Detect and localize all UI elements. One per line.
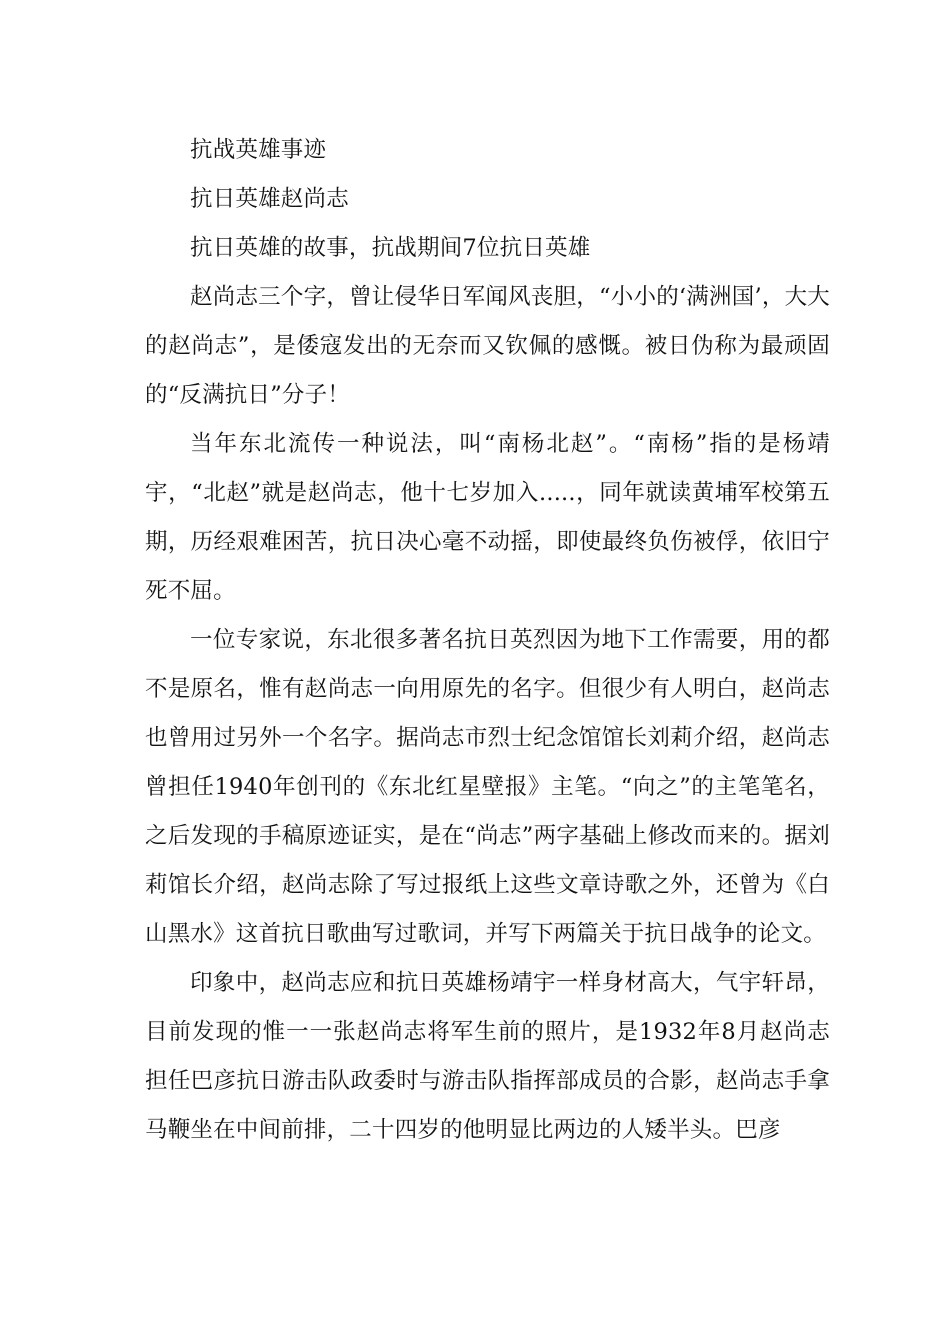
heading-line-1: 抗战英雄事迹 [190,137,327,163]
heading-line-3: 抗日英雄的故事，抗战期间7位抗日英雄 [190,235,591,261]
heading-line-2: 抗日英雄赵尚志 [190,186,349,212]
document-page [145,126,830,1155]
body-paragraph: 当年东北流传一种说法，叫“南杨北赵”。“南杨”指的是杨靖宇，“北赵”就是赵尚志，他十七岁加入.....，同年就读黄埔军校第五期，历经艰难困苦，抗日决心毫不动摇，即使最终负伤被俘，依旧宁死不屈。 [145,431,830,604]
body-paragraph: 印象中，赵尚志应和抗日英雄杨靖宇一样身材高大，气宇轩昂，目前发现的惟一一张赵尚志将军生前的照片，是1932年8月赵尚志担任巴彦抗日游击队政委时与游击队指挥部成员的合影，赵尚志手拿马鞭坐在中间前排，二十四岁的他明显比两边的人矮半头。巴彦 [145,970,830,1143]
body-paragraph: 赵尚志三个字，曾让侵华日军闻风丧胆，“小小的‘满洲国’，大大的赵尚志”，是倭寇发出的无奈而又钦佩的感慨。被日伪称为最顽固的“反满抗日”分子！ [145,284,830,408]
body-paragraph: 一位专家说，东北很多著名抗日英烈因为地下工作需要，用的都不是原名，惟有赵尚志一向用原先的名字。但很少有人明白，赵尚志也曾用过另外一个名字。据尚志市烈士纪念馆馆长刘莉介绍，赵尚志曾担任1940年创刊的《东北红星壁报》主笔。“向之”的主笔笔名，之后发现的手稿原迹证实，是在“尚志”两字基础上修改而来的。据刘莉馆长介绍，赵尚志除了写过报纸上这些文章诗歌之外，还曾为《白山黑水》这首抗日歌曲写过歌词，并写下两篇关于抗日战争的论文。 [145,627,830,947]
